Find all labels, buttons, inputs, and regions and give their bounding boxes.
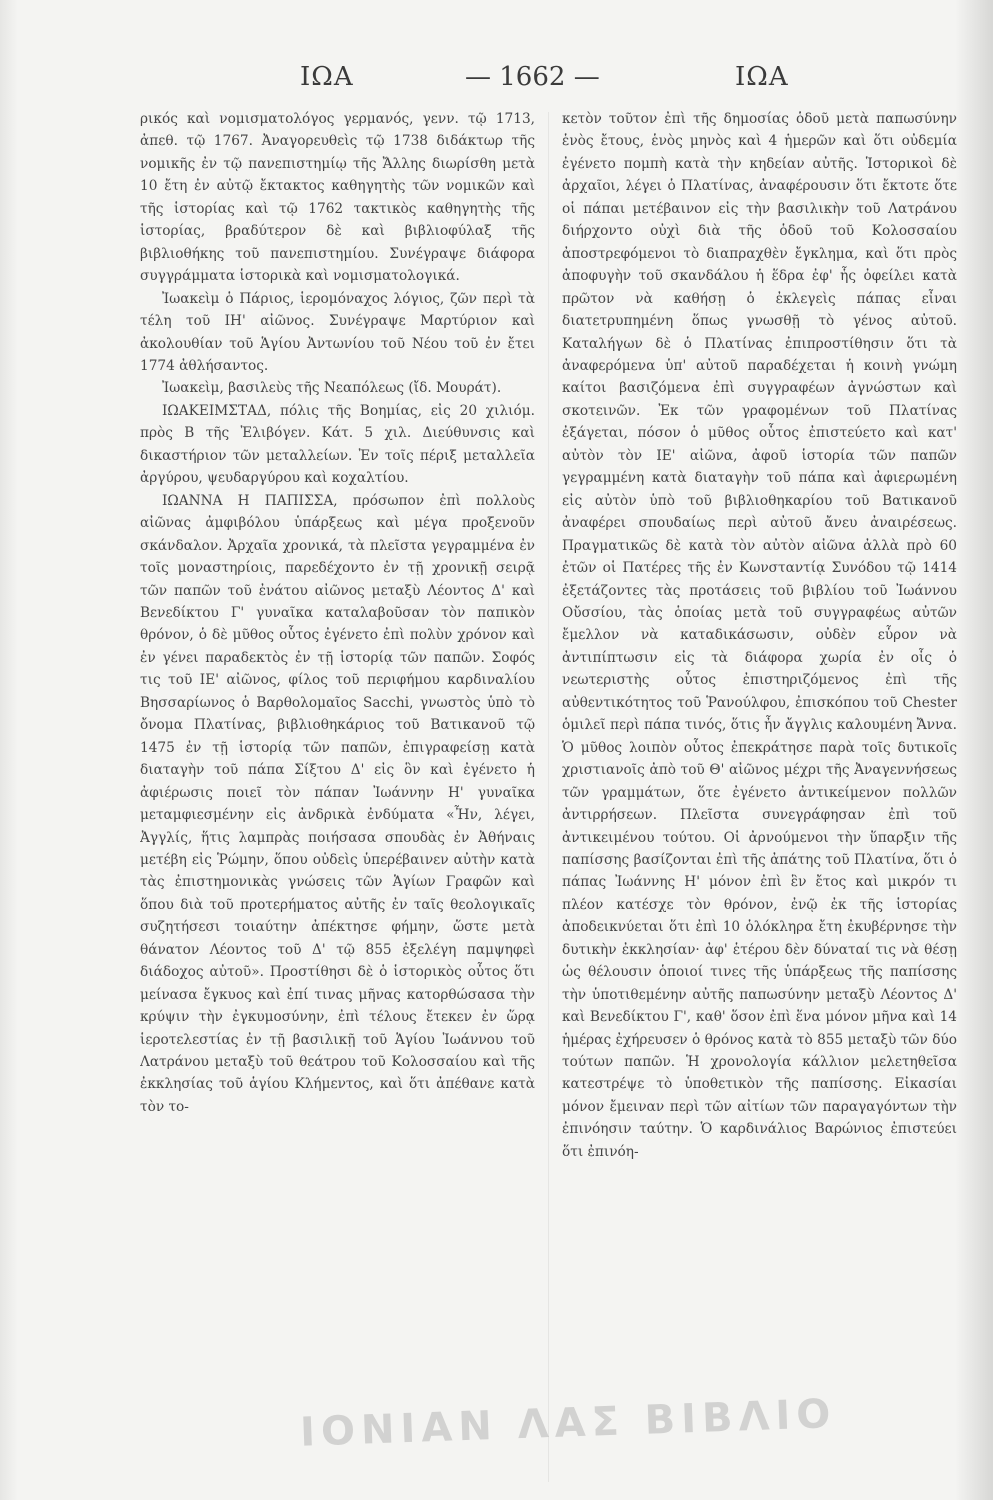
page-edge-shadow xyxy=(955,0,993,1500)
page-spine-shadow xyxy=(0,0,18,1500)
page-header xyxy=(120,60,910,100)
entry-paragraph: ρικός καὶ νομισματολόγος γερμανός, γενν. τῷ 1713, ἀπεθ. τῷ 1767. Ἀναγορευθεὶς τῷ 1738 διδάκτωρ τῆς νομικῆς ἐν τῷ πανεπιστημίῳ τῆς Ἄλλης διωρίσθη μετὰ 10 ἔτη ἐν αὐτῷ ἔκτακτος καθηγητὴς τῶν νομικῶν καὶ τῆς ἱστορίας καὶ τῷ 1762 τακτικὸς καθηγητὴς τῆς ἱστορίας, βραδύτερον δὲ καὶ βιβλιοφύλαξ τῆς βιβλιοθήκης τοῦ πανεπιστημίου. Συνέγραψε διάφορα συγγράμματα ἱστορικὰ καὶ νομισματολογικά. xyxy=(140,111,535,285)
column-divider xyxy=(548,112,549,1482)
entry-paragraph: Ἰωακεὶμ, βασιλεὺς τῆς Νεαπόλεως (ἴδ. Μουράτ). xyxy=(162,380,502,397)
entry-paragraph: ΙΩΑΝΝΑ Η ΠΑΠΙΣΣΑ, πρόσωπον ἐπὶ πολλοὺς αἰῶνας ἀμφιβόλου ὑπάρξεως καὶ μέγα προξενοῦν σκάνδαλον. Ἀρχαῖα χρονικά, τὰ πλεῖστα γεγραμμένα ἐν τοῖς μοναστηρίοις, παρεδέχοντο ἐν τῇ χρονικῇ σειρᾷ τῶν παπῶν τοῦ ἐνάτου αἰῶνος μεταξὺ Λέοντος Δ' καὶ Βενεδίκτου Γ' γυναῖκα καταλαβοῦσαν τὸν παπικὸν θρόνον, ὁ δὲ μῦθος οὗτος ἐγένετο ἐπὶ πολὺν χρόνον καὶ ἐν γένει παραδεκτὸς ἐν τῇ ἱστορίᾳ τῶν παπῶν. Σοφός τις τοῦ ΙΕ' αἰῶνος, φίλος τοῦ περιφήμου καρδιναλίου Βησσαρίωνος ὁ Βαρθολομαῖος Sacchi, γνωστὸς ὑπὸ τὸ ὄνομα Πλατίνας, βιβλιοθηκάριος τοῦ Βατικανοῦ τῷ 1475 ἐν τῇ ἱστορίᾳ τῶν παπῶν, ἐπιγραφείσῃ κατὰ διαταγὴν τοῦ πάπα Σίξτου Δ' εἰς ὃν καὶ ἐγένετο ἡ ἀφιέρωσις ποιεῖ τὸν πάπαν Ἰωάννην Η' γυναῖκα μεταμφιεσμένην εἰς ἀνδρικὰ ἐνδύματα «Ἦν, λέγει, Ἀγγλίς, ἥτις λαμπρὰς ποιήσασα σπουδὰς ἐν Ἀθήναις μετέβη εἰς Ῥώμην, ὅπου οὐδεὶς ὑπερέβαινεν αὐτὴν κατὰ τὰς ἐπιστημονικὰς γνώσεις τῶν Ἁγίων Γραφῶν καὶ ὅπου διὰ τοῦ προτερήματος αὐτῆς ἐν ταῖς θεολογικαῖς συζητήσεσι τοιαύτην ἀπέκτησε φήμην, ὥστε μετὰ θάνατον Λέοντος τοῦ Δ' τῷ 855 ἐξελέγη παμψηφεὶ διάδοχος αὐτοῦ». Προστίθησι δὲ ὁ ἱστορικὸς οὗτος ὅτι μείνασα ἔγκυος καὶ ἐπί τινας μῆνας κατορθώσασα τὴν κρύψιν τὴν ἐγκυμοσύνην, ἐπὶ τέλους ἔτεκεν ἐν ὥρᾳ ἱεροτελεστίας ἐν τῇ βασιλικῇ τοῦ Ἁγίου Ἰωάννου τοῦ Λατράνου μεταξὺ τοῦ θεάτρου τοῦ Κολοσσαίου καὶ τῆς ἐκκλησίας τοῦ ἁγίου Κλήμεντος, καὶ ὅτι ἀπέθανε κατὰ τὸν το- xyxy=(140,492,535,1115)
entry-paragraph: ΙΩΑΚΕΙΜΣΤΑΔ, πόλις τῆς Βοημίας, εἰς 20 χιλιόμ. πρὸς Β τῆς Ἐλιβόγεν. Κάτ. 5 χιλ. Διεύθυνσις καὶ δικαστήριον τῶν μεταλλείων. Ἐν τοῖς πέριξ μεταλλεῖα ἀργύρου, ψευδαργύρου καὶ κοχαλτίου. xyxy=(140,402,535,487)
entry-paragraph: Ἰωακεὶμ ὁ Πάριος, ἱερομόναχος λόγιος, ζῶν περὶ τὰ τέλη τοῦ ΙΗ' αἰῶνος. Συνέγραψε Μαρτύριον καὶ ἀκολουθίαν τοῦ Ἁγίου Ἀντωνίου τοῦ Νέου τοῦ ἐν ἔτει 1774 ἀθλήσαντος. xyxy=(140,290,535,374)
entry-paragraph: κετὸν τοῦτον ἐπὶ τῆς δημοσίας ὁδοῦ μετὰ παπωσύνην ἑνὸς ἔτους, ἑνὸς μηνὸς καὶ 4 ἡμερῶν καὶ ὅτι οὐδεμία ἐγένετο πομπὴ κατὰ τὴν κηδείαν αὐτῆς. Ἱστορικοὶ δὲ ἀρχαῖοι, λέγει ὁ Πλατίνας, ἀναφέρουσιν ὅτι ἔκτοτε ὅτε οἱ πάπαι μετέβαινον εἰς τὴν βασιλικὴν τοῦ Λατράνου διήρχοντο οὐχὶ διὰ τῆς ὁδοῦ τοῦ Κολοσσαίου ἀποστρεφόμενοι τὸ διαπραχθὲν ἔγκλημα, καὶ ὅτι πρὸς ἀποφυγὴν τοῦ σκανδάλου ἡ ἕδρα ἐφ' ἧς ὀφείλει κατὰ πρῶτον νὰ καθήσῃ ὁ ἐκλεγεὶς πάπας εἶναι διατετρυπημένη ὅπως γνωσθῇ τὸ γένος αὐτοῦ. Καταλήγων δὲ ὁ Πλατίνας ἐπιπροστίθησιν ὅτι τὰ ἀναφερόμενα ὑπ' αὐτοῦ παραδέχεται ἡ κοινὴ γνώμη καίτοι βασιζόμενα ἐπὶ συγγραφέων ἀγνώστων καὶ σκοτεινῶν. Ἐκ τῶν γραφομένων τοῦ Πλατίνας ἐξάγεται, πόσον ὁ μῦθος οὗτος ἐπιστεύετο καὶ κατ' αὐτὸν τὸν ΙΕ' αἰῶνα, ἀφοῦ ἱστορία τῶν παπῶν γεγραμμένη κατὰ διαταγὴν τοῦ πάπα καὶ ἀφιερωμένη εἰς αὐτὸν ὑπὸ τοῦ βιβλιοθηκαρίου τοῦ Βατικανοῦ ἀναφέρει σπουδαίως περὶ αὐτοῦ ἄνευ ἀναιρέσεως. Πραγματικῶς δὲ κατὰ τὸν αὐτὸν αἰῶνα ἀλλὰ πρὸ 60 ἐτῶν οἱ Πατέρες τῆς ἐν Κωνσταντίᾳ Συνόδου τῷ 1414 ἐξετάζοντες τὰς προτάσεις τοῦ βιβλίου τοῦ Ἰωάννου Οὔσσίου, τὰς ὁποίας μετὰ τοῦ συγγραφέως αὐτῶν ἔμελλον νὰ καταδικάσωσιν, οὐδὲν εὗρον νὰ ἀντιπίπτωσιν εἰς τὰ διάφορα χωρία ἐν οἷς ὁ νεωτεριστὴς οὗτος ἐπιστηριζόμενος ἐπὶ τῆς αὐθεντικότητος τοῦ Ῥανούλφου, ἐπισκόπου τοῦ Chester ὁμιλεῖ περὶ πάπα τινός, ὅτις ἦν ἄγγλις καλουμένη Ἄννα. Ὁ μῦθος λοιπὸν οὗτος ἐπεκράτησε παρὰ τοῖς δυτικοῖς χριστιανοῖς ἀπὸ τοῦ Θ' αἰῶνος μέχρι τῆς Ἀναγεννήσεως τῶν γραμμάτων, ὅτε ἐγένετο ἀντικείμενον πολλῶν ἀντιρρήσεων. Πλεῖστα συνεγράφησαν ἐπὶ τοῦ ἀντικειμένου τούτου. Οἱ ἀρνούμενοι τὴν ὕπαρξιν τῆς παπίσσης βασίζονται ἐπὶ τῆς ἀπάτης τοῦ Πλατίνα, ὅτι ὁ πάπας Ἰωάννης Η' μόνον ἐπὶ ἓν ἔτος καὶ μικρόν τι πλέον κατέσχε τὸν θρόνον, ἐνῷ ἐκ τῆς ἱστορίας ἀποδεικνύεται ὅτι ἐπὶ 10 ὁλόκληρα ἔτη ἐκυβέρνησε τὴν δυτικὴν ἐκκλησίαν· ἀφ' ἑτέρου δὲν δύναταί τις νὰ θέσῃ ὡς θέλουσιν ὁποιοί τινες τῆς ὑπάρξεως τῆς παπίσσης τὴν ὑποτιθεμένην αὐτῆς παπωσύνην μεταξὺ Λέοντος Δ' καὶ Βενεδίκτου Γ', καθ' ὅσον ἐπὶ ἕνα μόνον μῆνα καὶ 14 ἡμέρας ἐχήρευσεν ὁ θρόνος κατὰ τὸ 855 μεταξὺ τῶν δύο τούτων παπῶν. Ἡ χρονολογία κάλλιον μελετηθεῖσα κατεστρέψε τὸ ὑποθετικὸν τῆς παπίσσης. Εἰκασίαι μόνον ἔμειναν περὶ τῶν αἰτίων τῶν παραγαγόντων τὴν ἐπινόησιν ταύτην. Ὁ καρδινάλιος Βαρώνιος ἐπιστεύει ὅτι ἐπινόη- xyxy=(562,111,957,1160)
left-column xyxy=(140,108,535,1488)
right-column xyxy=(562,108,957,1488)
header-right-keyword: ΙΩΑ xyxy=(735,62,789,92)
header-left-keyword: ΙΩΑ xyxy=(300,62,354,92)
library-watermark: ΙΟΝΙΑΝ ΛΑΣ ΒΙΒΛΙΟ xyxy=(299,1391,838,1456)
page-number: — 1662 — xyxy=(465,62,600,92)
